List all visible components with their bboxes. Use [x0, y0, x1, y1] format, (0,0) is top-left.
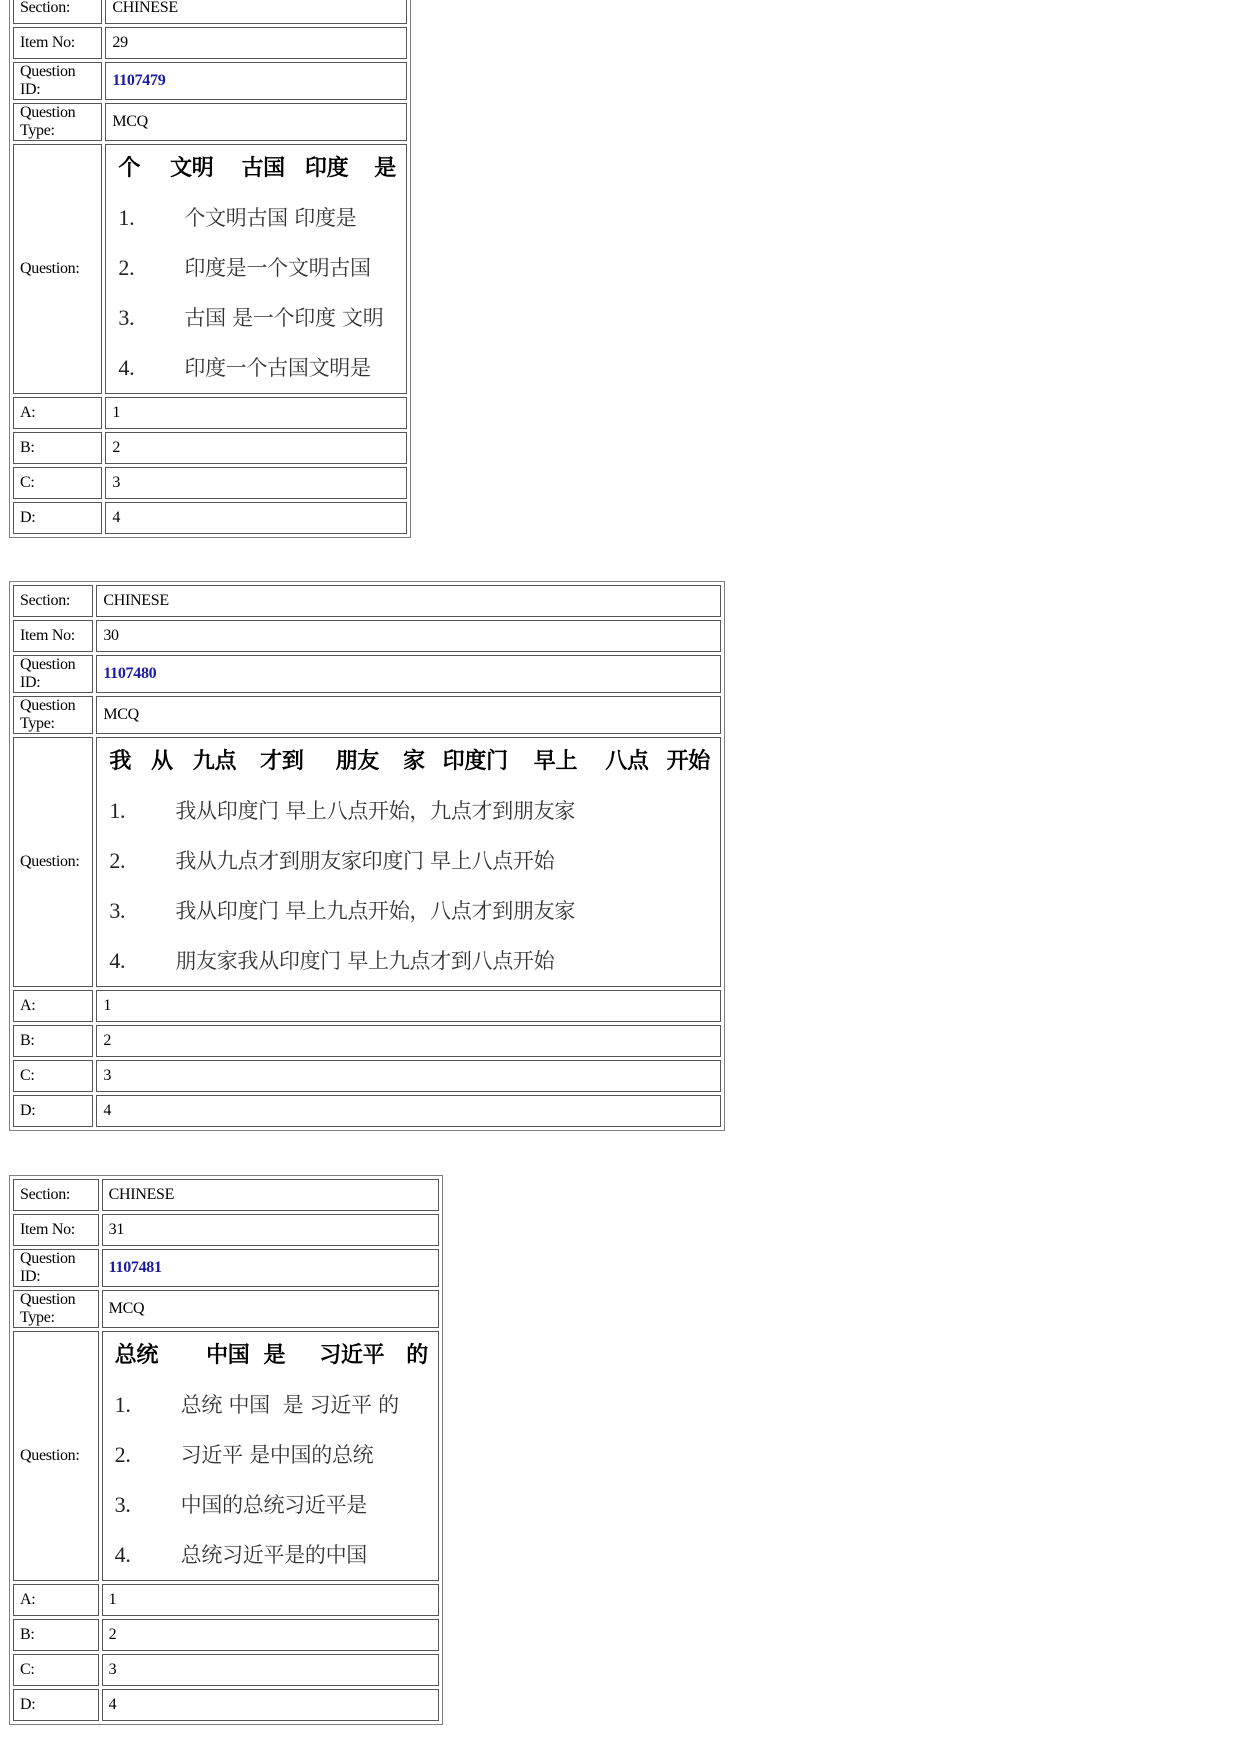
answer-c-row — [13, 1060, 721, 1092]
answer-a-label: A: — [13, 397, 102, 429]
stem-word: 九点 — [192, 749, 237, 774]
answer-c-label: C: — [13, 1654, 99, 1686]
question-type-label: Question Type: — [13, 103, 102, 141]
question-content — [96, 737, 721, 987]
option-1 — [109, 786, 710, 836]
question-id-row — [13, 62, 407, 100]
answer-a-label: A: — [13, 1584, 99, 1616]
stem-word: 是 — [263, 1343, 286, 1368]
option-number: 4. — [109, 948, 126, 973]
stem-word: 是 — [374, 156, 396, 181]
option-text: 我从印度门 早上八点开始，九点才到朋友家 — [175, 799, 576, 823]
question-id-value — [102, 1249, 439, 1287]
question-label: Question: — [13, 144, 102, 394]
answer-d-label: D: — [13, 502, 102, 534]
answer-c-value: 3 — [102, 1654, 439, 1686]
question-row — [13, 737, 721, 987]
option-number: 2. — [118, 255, 135, 280]
answer-b-value: 2 — [105, 432, 407, 464]
answer-c-row — [13, 467, 407, 499]
option-text: 我从九点才到朋友家印度门 早上八点开始 — [175, 849, 555, 873]
section-value: CHINESE — [105, 0, 407, 24]
section-value: CHINESE — [96, 585, 721, 617]
stem-word: 从 — [151, 749, 173, 774]
question-table-30 — [9, 581, 725, 1131]
stem-word: 八点 — [605, 749, 649, 774]
answer-c-row — [13, 1654, 439, 1686]
item-no-value: 31 — [102, 1214, 439, 1246]
section-row — [13, 1179, 439, 1211]
option-text: 印度是一个文明古国 — [184, 256, 371, 280]
question-type-label: Question Type: — [13, 1290, 99, 1328]
question-type-row — [13, 1290, 439, 1328]
stem-word: 印度 — [304, 156, 349, 181]
answer-d-row — [13, 1095, 721, 1127]
question-label: Question: — [13, 737, 93, 987]
answer-a-value: 1 — [96, 990, 721, 1022]
question-content — [102, 1331, 439, 1581]
question-type-row — [13, 103, 407, 141]
option-number: 3. — [118, 305, 135, 330]
answer-a-row — [13, 1584, 439, 1616]
question-id-label: Question ID: — [13, 655, 93, 693]
option-3 — [109, 886, 710, 936]
question-row — [13, 144, 407, 394]
stem-word: 我 — [109, 749, 132, 774]
answer-b-row — [13, 432, 407, 464]
question-table-29 — [9, 0, 411, 538]
option-text: 我从印度门 早上九点开始，八点才到朋友家 — [175, 899, 576, 923]
option-text: 总统习近平是的中国 — [180, 1543, 367, 1567]
stem-word: 朋友 — [335, 749, 379, 774]
item-no-value: 29 — [105, 27, 407, 59]
answer-b-row — [13, 1025, 721, 1057]
stem-word: 古国 — [241, 156, 285, 181]
question-row — [13, 1331, 439, 1581]
option-4 — [115, 1530, 428, 1580]
answer-d-row — [13, 502, 407, 534]
option-number: 4. — [114, 1542, 131, 1567]
item-no-row — [13, 27, 407, 59]
question-type-label: Question Type: — [13, 696, 93, 734]
answer-c-value: 3 — [105, 467, 407, 499]
option-2 — [109, 836, 710, 886]
stem-word: 文明 — [170, 156, 214, 181]
answer-c-label: C: — [13, 1060, 93, 1092]
item-no-row — [13, 1214, 439, 1246]
question-id-row — [13, 655, 721, 693]
section-label: Section: — [13, 1179, 99, 1211]
answer-d-value: 4 — [102, 1689, 439, 1721]
option-text: 印度一个古国文明是 — [184, 356, 371, 380]
question-id-value — [96, 655, 721, 693]
option-text: 中国的总统习近平是 — [180, 1493, 367, 1517]
stem-word: 总统 — [114, 1343, 159, 1368]
stem-word: 才到 — [260, 749, 304, 774]
option-4 — [109, 936, 710, 986]
question-type-value: MCQ — [96, 696, 721, 734]
stem-word: 习近平 — [319, 1343, 385, 1368]
option-number: 3. — [109, 898, 126, 923]
option-4 — [118, 343, 396, 393]
question-id-row — [13, 1249, 439, 1287]
question-stem — [109, 738, 710, 786]
section-row — [13, 0, 407, 24]
question-stem — [115, 1332, 428, 1380]
answer-b-label: B: — [13, 1619, 99, 1651]
question-type-value: MCQ — [102, 1290, 439, 1328]
question-id-label: Question ID: — [13, 1249, 99, 1287]
answer-d-label: D: — [13, 1689, 99, 1721]
answer-a-value: 1 — [105, 397, 407, 429]
item-no-label: Item No: — [13, 620, 93, 652]
option-text: 习近平 是中国的总统 — [180, 1443, 374, 1467]
option-3 — [118, 293, 396, 343]
option-1 — [115, 1380, 428, 1430]
question-id-text: 1107479 — [112, 72, 166, 89]
option-number: 2. — [114, 1442, 131, 1467]
option-1 — [118, 193, 396, 243]
stem-word: 中国 — [206, 1343, 250, 1368]
section-value: CHINESE — [102, 1179, 439, 1211]
answer-d-value: 4 — [96, 1095, 721, 1127]
question-id-value — [105, 62, 407, 100]
stem-word: 早上 — [533, 749, 578, 774]
option-text: 古国 是一个印度 文明 — [184, 306, 384, 330]
question-id-text: 1107481 — [108, 1259, 162, 1276]
item-no-row — [13, 620, 721, 652]
option-text: 朋友家我从印度门 早上九点才到八点开始 — [175, 949, 555, 973]
section-label: Section: — [13, 585, 93, 617]
question-content — [105, 144, 407, 394]
option-2 — [118, 243, 396, 293]
stem-word: 家 — [402, 749, 425, 774]
stem-word: 印度门 — [442, 749, 508, 774]
option-text: 总统 中国 是 习近平 的 — [180, 1393, 399, 1417]
item-no-label: Item No: — [13, 1214, 99, 1246]
answer-d-value: 4 — [105, 502, 407, 534]
answer-b-label: B: — [13, 1025, 93, 1057]
item-no-label: Item No: — [13, 27, 102, 59]
stem-word: 开始 — [666, 749, 710, 774]
answer-b-row — [13, 1619, 439, 1651]
answer-b-label: B: — [13, 432, 102, 464]
question-type-value: MCQ — [105, 103, 407, 141]
question-id-label: Question ID: — [13, 62, 102, 100]
option-text: 个文明古国 印度是 — [184, 206, 357, 230]
answer-c-value: 3 — [96, 1060, 721, 1092]
answer-b-value: 2 — [96, 1025, 721, 1057]
option-3 — [115, 1480, 428, 1530]
answer-c-label: C: — [13, 467, 102, 499]
question-label: Question: — [13, 1331, 99, 1581]
answer-b-value: 2 — [102, 1619, 439, 1651]
answer-d-row — [13, 1689, 439, 1721]
question-type-row — [13, 696, 721, 734]
answer-d-label: D: — [13, 1095, 93, 1127]
option-2 — [115, 1430, 428, 1480]
answer-a-label: A: — [13, 990, 93, 1022]
section-label: Section: — [13, 0, 102, 24]
question-stem — [118, 145, 396, 193]
option-number: 1. — [109, 798, 126, 823]
answer-a-row — [13, 397, 407, 429]
option-number: 3. — [114, 1492, 131, 1517]
option-number: 1. — [114, 1392, 131, 1417]
item-no-value: 30 — [96, 620, 721, 652]
question-table-31 — [9, 1175, 443, 1725]
stem-word: 个 — [118, 156, 141, 181]
section-row — [13, 585, 721, 617]
answer-a-row — [13, 990, 721, 1022]
stem-word: 的 — [406, 1343, 428, 1368]
option-number: 4. — [118, 355, 135, 380]
option-number: 1. — [118, 205, 135, 230]
question-id-text: 1107480 — [103, 665, 157, 682]
option-number: 2. — [109, 848, 126, 873]
answer-a-value: 1 — [102, 1584, 439, 1616]
